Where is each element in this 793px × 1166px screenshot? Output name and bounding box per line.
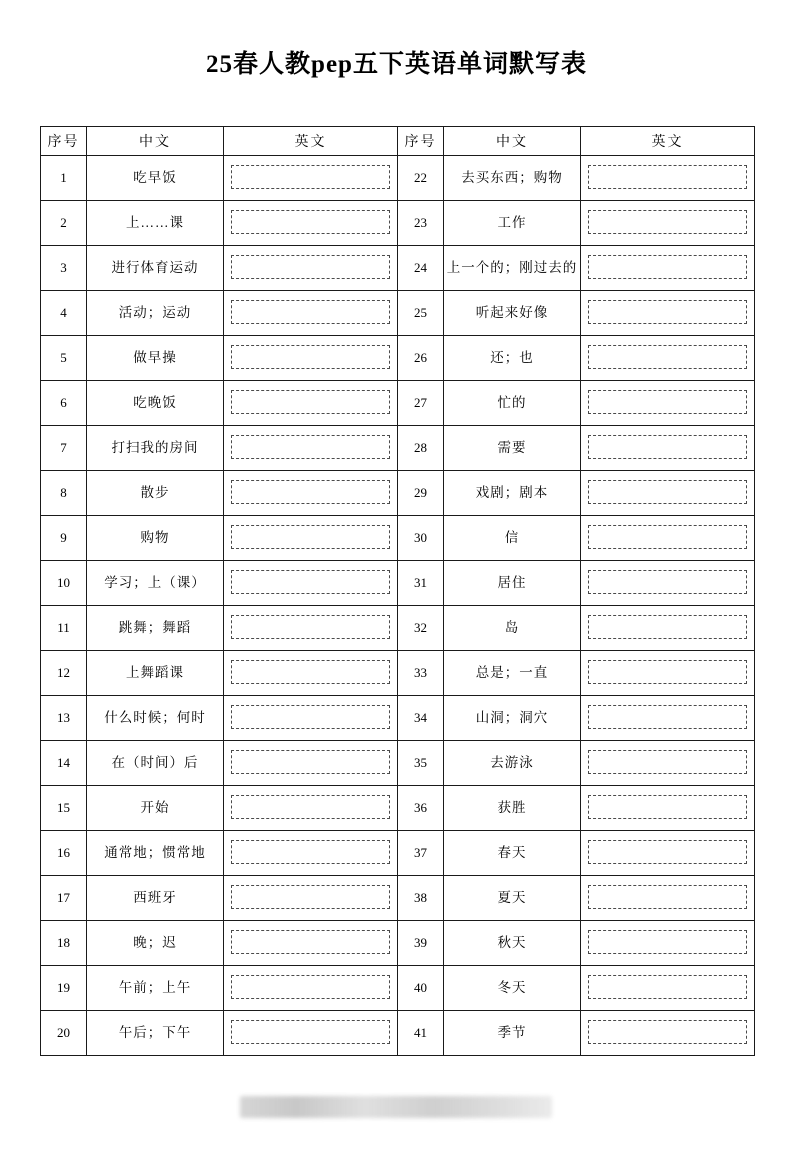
chinese-word-right (444, 651, 581, 696)
row-number-text: 35 (414, 755, 427, 770)
english-answer-field-right[interactable] (581, 1011, 755, 1056)
chinese-word-right (444, 966, 581, 1011)
table-row (41, 426, 755, 471)
row-number-text: 28 (414, 440, 427, 455)
row-number-right (398, 246, 444, 291)
table-header (41, 127, 755, 156)
chinese-word-text: 跳舞；舞蹈 (118, 619, 192, 635)
writing-line[interactable] (231, 480, 390, 504)
row-number-left (41, 471, 87, 516)
table-header-row (41, 127, 755, 156)
chinese-word-right (444, 831, 581, 876)
row-number-left (41, 246, 87, 291)
chinese-word-text: 吃晚饭 (133, 394, 177, 410)
chinese-word-text: 山洞；洞穴 (475, 709, 549, 725)
row-number-text: 33 (414, 665, 427, 680)
row-number-right (398, 1011, 444, 1056)
row-number-text: 27 (414, 395, 427, 410)
chinese-word-right (444, 786, 581, 831)
row-number-text: 22 (414, 170, 427, 185)
row-number-left (41, 606, 87, 651)
row-number-left (41, 516, 87, 561)
chinese-word-text: 午前；上午 (118, 979, 192, 995)
writing-line[interactable] (231, 300, 390, 324)
writing-line[interactable] (231, 660, 390, 684)
table-row (41, 741, 755, 786)
chinese-word-left (87, 741, 224, 786)
chinese-word-right (444, 1011, 581, 1056)
chinese-word-text: 上一个的；刚过去的 (446, 259, 578, 275)
chinese-word-text: 购物 (140, 529, 170, 545)
english-answer-field-right[interactable] (581, 966, 755, 1011)
page-title: 25春人教pep五下英语单词默写表 (206, 51, 587, 78)
row-number-text: 29 (414, 485, 427, 500)
row-number-text: 32 (414, 620, 427, 635)
row-number-text: 9 (60, 530, 67, 545)
english-answer-field-left[interactable] (224, 201, 398, 246)
writing-line[interactable] (588, 345, 747, 369)
english-answer-field-right[interactable] (581, 471, 755, 516)
chinese-word-text: 总是；一直 (475, 664, 549, 680)
writing-line[interactable] (231, 345, 390, 369)
row-number-text: 1 (60, 170, 67, 185)
row-number-text: 41 (414, 1025, 427, 1040)
chinese-word-right (444, 156, 581, 201)
chinese-word-text: 吃早饭 (133, 169, 177, 185)
chinese-word-right (444, 516, 581, 561)
chinese-word-text: 午后；下午 (118, 1024, 192, 1040)
row-number-left (41, 741, 87, 786)
row-number-left (41, 1011, 87, 1056)
writing-line[interactable] (231, 750, 390, 774)
writing-line[interactable] (231, 795, 390, 819)
english-answer-field-right[interactable] (581, 561, 755, 606)
row-number-left (41, 876, 87, 921)
english-answer-field-right[interactable] (581, 921, 755, 966)
row-number-text: 4 (60, 305, 67, 320)
english-answer-field-right[interactable] (581, 696, 755, 741)
chinese-word-text: 获胜 (497, 799, 527, 815)
row-number-right (398, 651, 444, 696)
row-number-text: 16 (57, 845, 70, 860)
english-answer-field-left[interactable] (224, 921, 398, 966)
row-number-right (398, 741, 444, 786)
row-number-left (41, 426, 87, 471)
english-answer-field-left[interactable] (224, 1011, 398, 1056)
english-answer-field-right[interactable] (581, 516, 755, 561)
row-number-text: 13 (57, 710, 70, 725)
chinese-word-text: 居住 (497, 574, 527, 590)
chinese-word-text: 冬天 (497, 979, 527, 995)
writing-line[interactable] (588, 885, 747, 909)
writing-line[interactable] (588, 300, 747, 324)
chinese-word-text: 做早操 (133, 349, 177, 365)
row-number-right (398, 921, 444, 966)
writing-line[interactable] (231, 165, 390, 189)
english-answer-field-right[interactable] (581, 201, 755, 246)
writing-line[interactable] (588, 390, 747, 414)
chinese-word-left (87, 606, 224, 651)
chinese-word-text: 去买东西；购物 (461, 169, 563, 185)
row-number-text: 2 (60, 215, 67, 230)
table-row (41, 336, 755, 381)
chinese-word-right (444, 606, 581, 651)
chinese-word-text: 活动；运动 (118, 304, 192, 320)
row-number-left (41, 651, 87, 696)
writing-line[interactable] (588, 930, 747, 954)
header-chinese-right: 中文 (444, 127, 581, 156)
writing-line[interactable] (588, 1020, 747, 1044)
english-answer-field-left[interactable] (224, 516, 398, 561)
chinese-word-text: 上……课 (126, 214, 184, 230)
chinese-word-left (87, 336, 224, 381)
table-row (41, 1011, 755, 1056)
writing-line[interactable] (588, 255, 747, 279)
row-number-text: 14 (57, 755, 70, 770)
row-number-text: 19 (57, 980, 70, 995)
chinese-word-right (444, 246, 581, 291)
chinese-word-text: 进行体育运动 (111, 259, 199, 275)
row-number-right (398, 471, 444, 516)
chinese-word-text: 西班牙 (133, 889, 177, 905)
chinese-word-text: 去游泳 (490, 754, 534, 770)
table-row (41, 831, 755, 876)
english-answer-field-right[interactable] (581, 291, 755, 336)
english-answer-field-left[interactable] (224, 336, 398, 381)
row-number-left (41, 291, 87, 336)
row-number-left (41, 561, 87, 606)
chinese-word-left (87, 651, 224, 696)
row-number-right (398, 561, 444, 606)
row-number-text: 24 (414, 260, 427, 275)
chinese-word-left (87, 786, 224, 831)
writing-line[interactable] (588, 840, 747, 864)
writing-line[interactable] (231, 255, 390, 279)
writing-line[interactable] (588, 750, 747, 774)
table-row (41, 516, 755, 561)
chinese-word-right (444, 876, 581, 921)
writing-line[interactable] (231, 705, 390, 729)
row-number-text: 36 (414, 800, 427, 815)
chinese-word-left (87, 1011, 224, 1056)
chinese-word-left (87, 156, 224, 201)
row-number-text: 30 (414, 530, 427, 545)
writing-line[interactable] (231, 390, 390, 414)
chinese-word-left (87, 381, 224, 426)
chinese-word-text: 还；也 (490, 349, 534, 365)
chinese-word-text: 晚；迟 (133, 934, 177, 950)
english-answer-field-left[interactable] (224, 651, 398, 696)
english-answer-field-left[interactable] (224, 876, 398, 921)
writing-line[interactable] (588, 570, 747, 594)
table-row (41, 876, 755, 921)
row-number-right (398, 831, 444, 876)
document-page (0, 44, 793, 1166)
chinese-word-text: 忙的 (497, 394, 527, 410)
english-answer-field-right[interactable] (581, 156, 755, 201)
row-number-left (41, 966, 87, 1011)
chinese-word-right (444, 921, 581, 966)
row-number-right (398, 336, 444, 381)
chinese-word-left (87, 876, 224, 921)
english-answer-field-left[interactable] (224, 471, 398, 516)
header-chinese-left: 中文 (87, 127, 224, 156)
row-number-right (398, 201, 444, 246)
english-answer-field-left[interactable] (224, 606, 398, 651)
chinese-word-left (87, 471, 224, 516)
chinese-word-text: 散步 (140, 484, 170, 500)
row-number-text: 3 (60, 260, 67, 275)
row-number-text: 25 (414, 305, 427, 320)
chinese-word-text: 开始 (140, 799, 170, 815)
writing-line[interactable] (588, 210, 747, 234)
chinese-word-right (444, 336, 581, 381)
table-row (41, 201, 755, 246)
chinese-word-left (87, 426, 224, 471)
chinese-word-left (87, 291, 224, 336)
row-number-text: 12 (57, 665, 70, 680)
table-body (41, 156, 755, 1056)
header-english-left: 英文 (224, 127, 398, 156)
english-answer-field-right[interactable] (581, 651, 755, 696)
row-number-text: 15 (57, 800, 70, 815)
row-number-right (398, 516, 444, 561)
row-number-right (398, 291, 444, 336)
row-number-right (398, 786, 444, 831)
row-number-text: 5 (60, 350, 67, 365)
row-number-text: 10 (57, 575, 70, 590)
chinese-word-right (444, 471, 581, 516)
chinese-word-text: 上舞蹈课 (126, 664, 184, 680)
writing-line[interactable] (588, 525, 747, 549)
row-number-right (398, 426, 444, 471)
writing-line[interactable] (231, 1020, 390, 1044)
row-number-left (41, 696, 87, 741)
english-answer-field-right[interactable] (581, 381, 755, 426)
chinese-word-right (444, 426, 581, 471)
chinese-word-left (87, 831, 224, 876)
writing-line[interactable] (231, 210, 390, 234)
chinese-word-text: 需要 (497, 439, 527, 455)
row-number-text: 6 (60, 395, 67, 410)
english-answer-field-left[interactable] (224, 831, 398, 876)
english-answer-field-right[interactable] (581, 741, 755, 786)
row-number-left (41, 201, 87, 246)
row-number-text: 31 (414, 575, 427, 590)
writing-line[interactable] (231, 975, 390, 999)
writing-line[interactable] (231, 435, 390, 459)
chinese-word-left (87, 696, 224, 741)
chinese-word-text: 工作 (497, 214, 527, 230)
chinese-word-text: 信 (504, 529, 520, 545)
vocabulary-table (40, 126, 755, 1056)
table-row (41, 291, 755, 336)
row-number-right (398, 156, 444, 201)
table-row (41, 381, 755, 426)
row-number-right (398, 381, 444, 426)
english-answer-field-left[interactable] (224, 381, 398, 426)
writing-line[interactable] (588, 480, 747, 504)
writing-line[interactable] (588, 615, 747, 639)
chinese-word-text: 季节 (497, 1024, 527, 1040)
english-answer-field-left[interactable] (224, 426, 398, 471)
writing-line[interactable] (231, 840, 390, 864)
row-number-text: 7 (60, 440, 67, 455)
table-row (41, 651, 755, 696)
chinese-word-left (87, 966, 224, 1011)
table-row (41, 471, 755, 516)
vocabulary-table-container (40, 126, 753, 1056)
chinese-word-left (87, 516, 224, 561)
english-answer-field-right[interactable] (581, 876, 755, 921)
writing-line[interactable] (231, 615, 390, 639)
chinese-word-text: 通常地；惯常地 (104, 844, 206, 860)
row-number-right (398, 966, 444, 1011)
writing-line[interactable] (231, 885, 390, 909)
writing-line[interactable] (588, 975, 747, 999)
row-number-text: 20 (57, 1025, 70, 1040)
english-answer-field-right[interactable] (581, 336, 755, 381)
row-number-left (41, 381, 87, 426)
english-answer-field-left[interactable] (224, 786, 398, 831)
chinese-word-right (444, 696, 581, 741)
table-row (41, 696, 755, 741)
english-answer-field-right[interactable] (581, 426, 755, 471)
row-number-text: 39 (414, 935, 427, 950)
english-answer-field-left[interactable] (224, 696, 398, 741)
chinese-word-right (444, 201, 581, 246)
chinese-word-text: 春天 (497, 844, 527, 860)
english-answer-field-right[interactable] (581, 606, 755, 651)
table-row (41, 786, 755, 831)
english-answer-field-left[interactable] (224, 741, 398, 786)
table-row (41, 246, 755, 291)
row-number-text: 18 (57, 935, 70, 950)
row-number-text: 40 (414, 980, 427, 995)
row-number-left (41, 831, 87, 876)
table-row (41, 156, 755, 201)
chinese-word-left (87, 246, 224, 291)
chinese-word-right (444, 741, 581, 786)
row-number-left (41, 336, 87, 381)
chinese-word-right (444, 561, 581, 606)
row-number-text: 26 (414, 350, 427, 365)
chinese-word-left (87, 201, 224, 246)
row-number-right (398, 606, 444, 651)
writing-line[interactable] (588, 435, 747, 459)
chinese-word-text: 秋天 (497, 934, 527, 950)
chinese-word-text: 戏剧；剧本 (475, 484, 549, 500)
writing-line[interactable] (588, 165, 747, 189)
row-number-left (41, 156, 87, 201)
row-number-left (41, 786, 87, 831)
chinese-word-text: 听起来好像 (475, 304, 549, 320)
header-english-right: 英文 (581, 127, 755, 156)
table-row (41, 606, 755, 651)
english-answer-field-left[interactable] (224, 561, 398, 606)
header-no-right: 序号 (398, 127, 444, 156)
chinese-word-right (444, 381, 581, 426)
chinese-word-right (444, 291, 581, 336)
chinese-word-left (87, 561, 224, 606)
row-number-text: 17 (57, 890, 70, 905)
english-answer-field-left[interactable] (224, 246, 398, 291)
chinese-word-text: 学习；上（课） (104, 574, 206, 590)
row-number-text: 34 (414, 710, 427, 725)
chinese-word-text: 岛 (504, 619, 520, 635)
english-answer-field-right[interactable] (581, 246, 755, 291)
english-answer-field-left[interactable] (224, 966, 398, 1011)
chinese-word-text: 什么时候；何时 (104, 709, 206, 725)
english-answer-field-left[interactable] (224, 156, 398, 201)
writing-line[interactable] (231, 570, 390, 594)
row-number-text: 23 (414, 215, 427, 230)
writing-line[interactable] (588, 705, 747, 729)
english-answer-field-right[interactable] (581, 786, 755, 831)
writing-line[interactable] (231, 930, 390, 954)
row-number-text: 37 (414, 845, 427, 860)
row-number-text: 38 (414, 890, 427, 905)
chinese-word-text: 夏天 (497, 889, 527, 905)
row-number-text: 11 (57, 620, 70, 635)
writing-line[interactable] (588, 660, 747, 684)
chinese-word-text: 在（时间）后 (111, 754, 199, 770)
table-row (41, 966, 755, 1011)
english-answer-field-left[interactable] (224, 291, 398, 336)
writing-line[interactable] (231, 525, 390, 549)
table-row (41, 561, 755, 606)
header-no-left: 序号 (41, 127, 87, 156)
english-answer-field-right[interactable] (581, 831, 755, 876)
writing-line[interactable] (588, 795, 747, 819)
table-row (41, 921, 755, 966)
row-number-text: 8 (60, 485, 67, 500)
chinese-word-left (87, 921, 224, 966)
chinese-word-text: 打扫我的房间 (111, 439, 199, 455)
row-number-right (398, 876, 444, 921)
watermark-blur (240, 1096, 552, 1118)
row-number-left (41, 921, 87, 966)
row-number-right (398, 696, 444, 741)
